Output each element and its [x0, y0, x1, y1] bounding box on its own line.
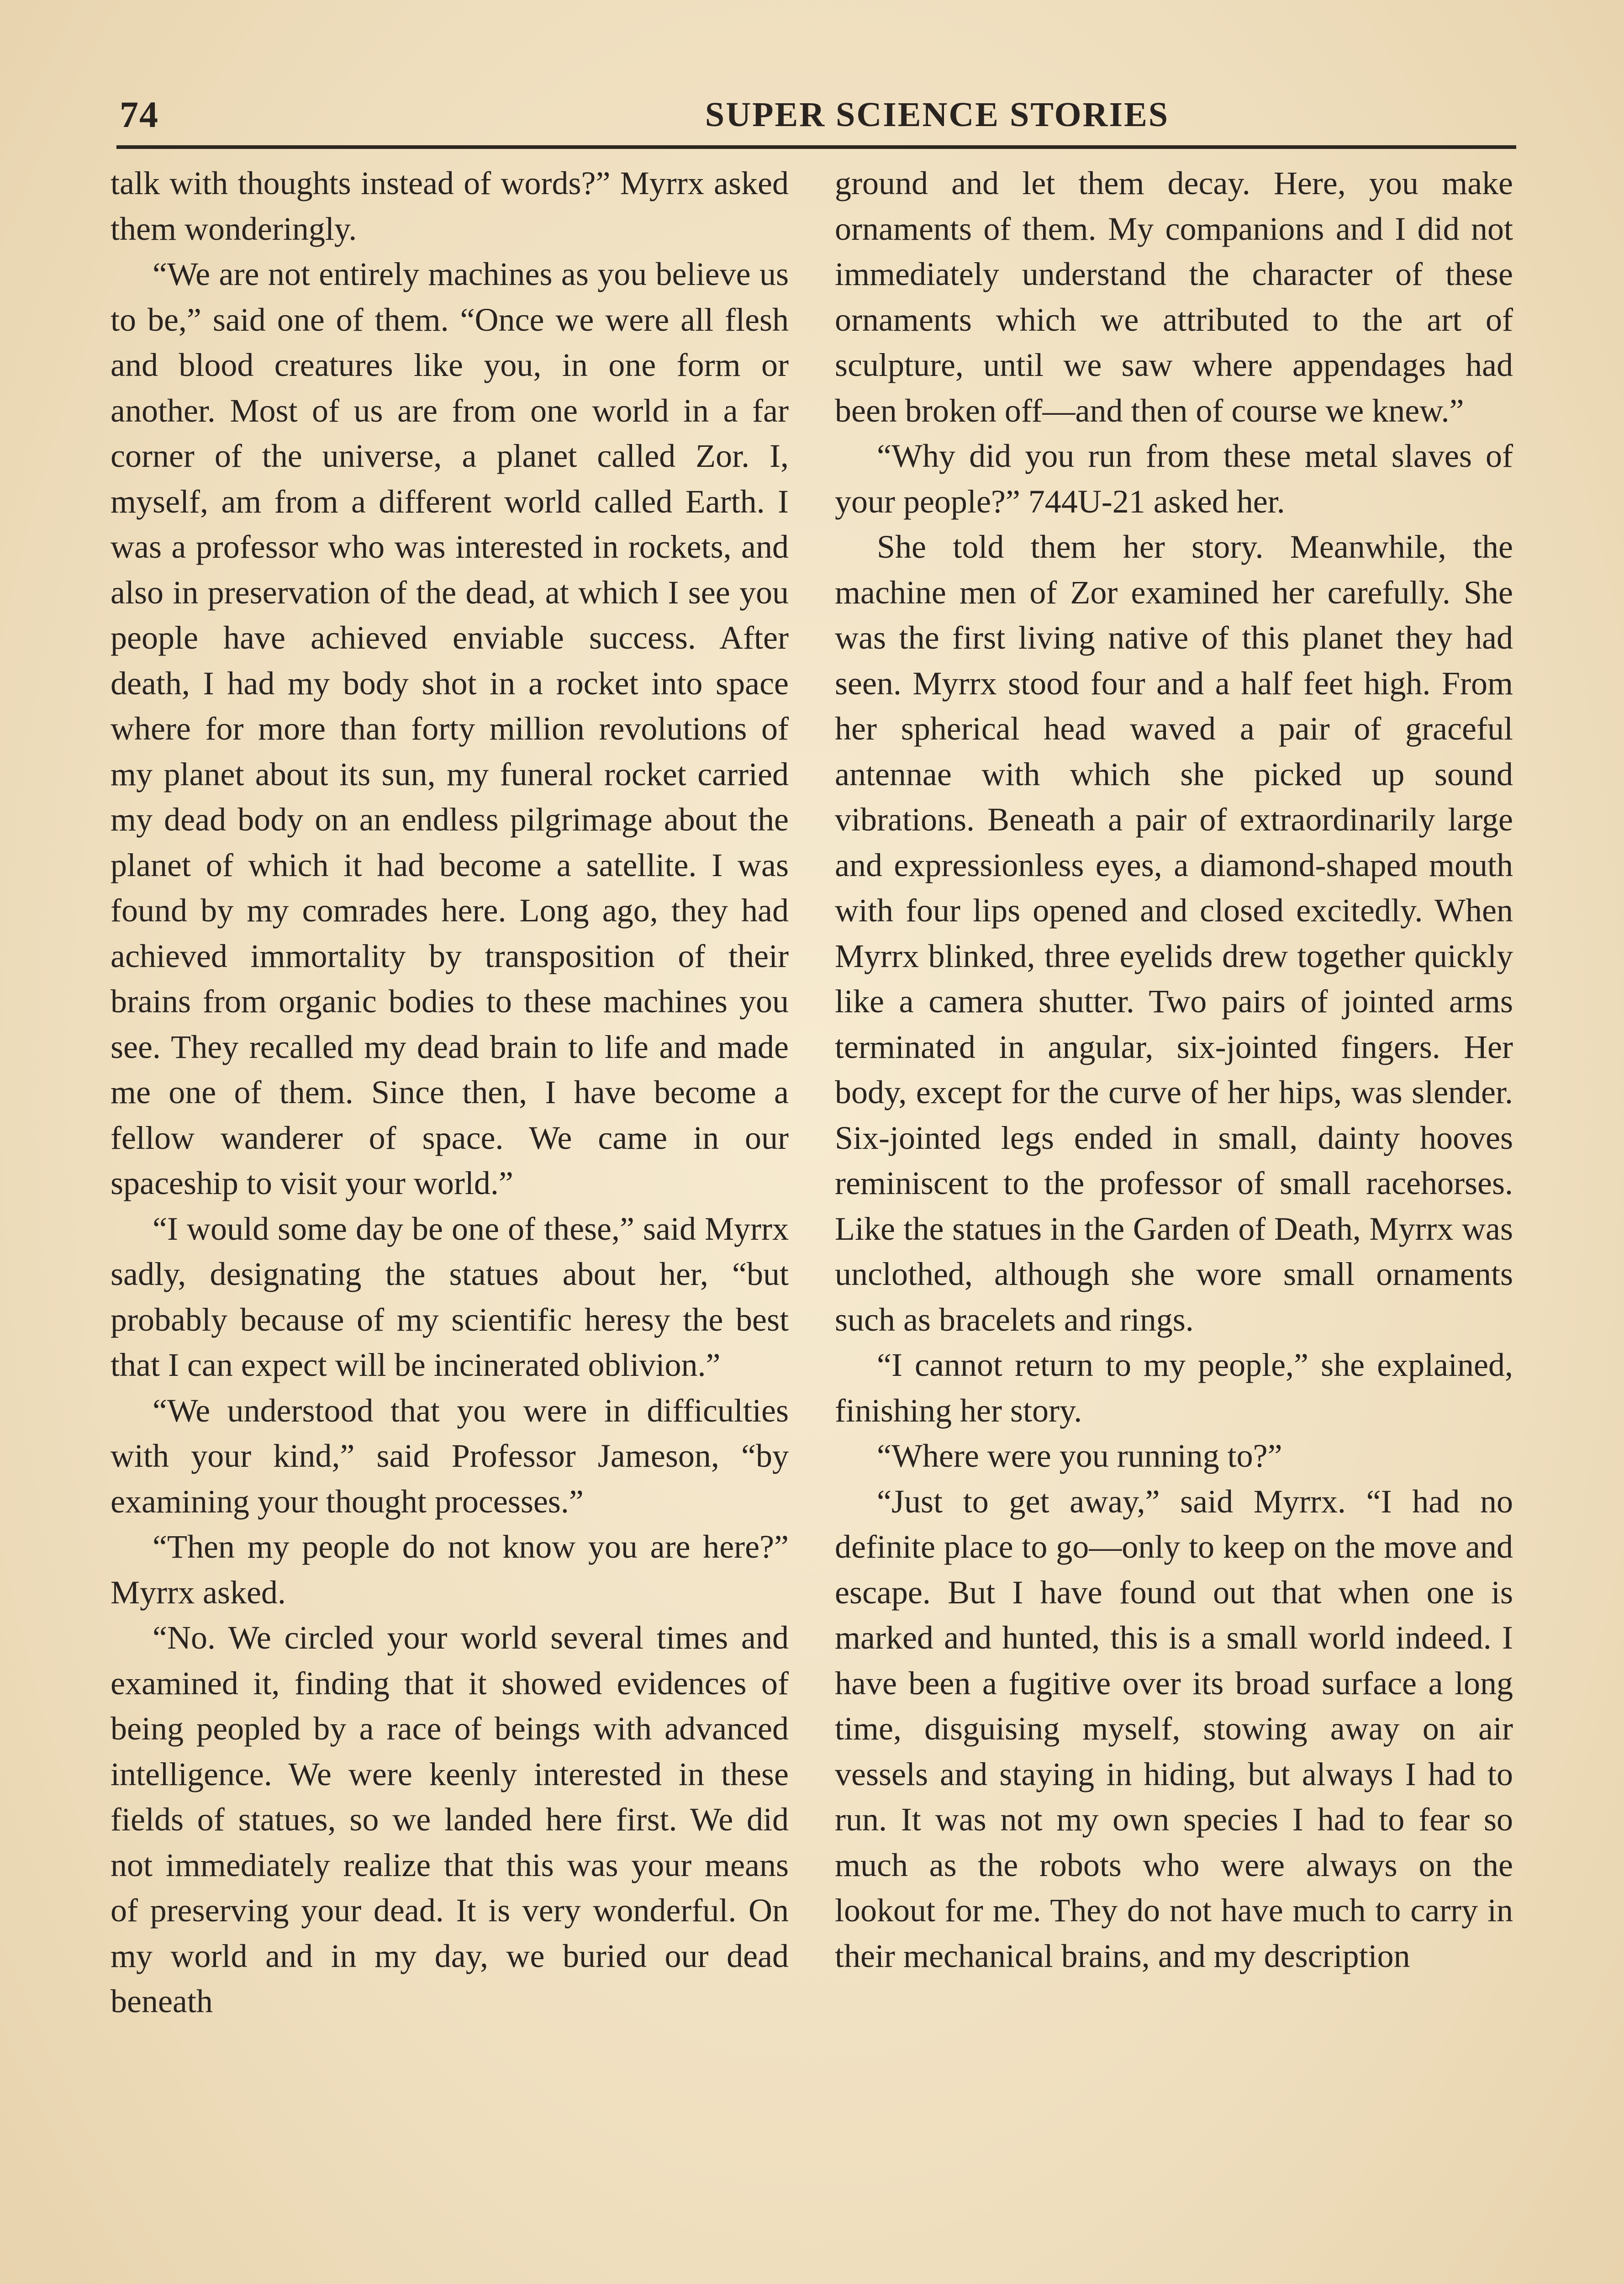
page-number: 74: [120, 94, 159, 135]
page-header: [120, 90, 1513, 140]
paragraph: “Just to get away,” said Myrrx. “I had no definite place to go—only to keep on the move and escape. But I have found out that when one is marked and hunted, this is a small world indeed. I have been a fugitive over its broad surface a long time, disguising myself, stowing away on air vessels and staying in hiding, but always I had to run. It was not my own species I had to fear so much as the robots who were always on the lookout for me. They do not have much to carry in their mechanical brains, and my description: [835, 1483, 1513, 1974]
right-column: [835, 161, 1513, 1979]
paragraph: “No. We circled your world several times and examined it, finding that it showed evidences of being peopled by a race of beings with advanced intelligence. We were keenly interested in these fields of statues, so we landed here first. We did not immediately realize that this was your means of preserving your dead. It is very wonderful. On my world and in my day, we buried our dead beneath: [111, 1619, 789, 2020]
paragraph: “Where were you running to?”: [877, 1438, 1282, 1474]
paragraph: ground and let them decay. Here, you make ornaments of them. My companions and I did not immediately understand the character of these ornaments which we attributed to the art of sculpture, until we saw where appendages had been broken off—and then of course we knew.”: [835, 165, 1513, 429]
paragraph: talk with thoughts instead of words?” Myrrx asked them wonderingly.: [111, 165, 789, 247]
paragraph: “We are not entirely machines as you believe us to be,” said one of them. “Once we were all flesh and blood creatures like you, in one form or another. Most of us are from one world in a far corner of the universe, a planet called Zor. I, myself, am from a different world called Earth. I was a professor who was interested in rockets, and also in preservation of the dead, at which I see you people have achieved enviable success. After death, I had my body shot in a rocket into space where for more than forty million revolutions of my planet about its sun, my funeral rocket carried my dead body on an endless pilgrimage about the planet of which it had become a satellite. I was found by my comrades here. Long ago, they had achieved immortality by transposition of their brains from organic bodies to these machines you see. They recalled my dead brain to life and made me one of them. Since then, I have become a fellow wanderer of space. We came in our spaceship to visit your world.”: [111, 256, 789, 1201]
paragraph: “We understood that you were in difficulties with your kind,” said Professor Jameson, “by examining your thought processes.”: [111, 1392, 789, 1520]
left-column: [111, 161, 789, 2025]
paragraph: “I cannot return to my people,” she explained, finishing her story.: [835, 1347, 1513, 1429]
paragraph: “Then my people do not know you are here?” Myrrx asked.: [111, 1528, 789, 1611]
paragraph: “I would some day be one of these,” said Myrrx sadly, designating the statues about her, “but probably because of my scientific heresy the best that I can expect will be incinerated oblivion.”: [111, 1210, 789, 1383]
header-rule: [116, 145, 1516, 149]
paragraph: She told them her story. Meanwhile, the machine men of Zor examined her carefully. She was the first living native of this planet they had seen. Myrrx stood four and a half feet high. From her spherical head waved a pair of graceful antennae with which she picked up sound vibrations. Beneath a pair of extraordinarily large and expressionless eyes, a diamond-shaped mouth with four lips opened and closed excitedly. When Myrrx blinked, three eyelids drew together quickly like a camera shutter. Two pairs of jointed arms terminated in angular, six-jointed fingers. Her body, except for the curve of her hips, was slender. Six-jointed legs ended in small, dainty hooves reminiscent to the professor of small racehorses. Like the statues in the Garden of Death, Myrrx was unclothed, although she wore small ornaments such as bracelets and rings.: [835, 529, 1513, 1338]
paragraph: “Why did you run from these metal slaves of your people?” 744U-21 asked her.: [835, 438, 1513, 520]
running-title: SUPER SCIENCE STORIES: [705, 95, 1170, 134]
